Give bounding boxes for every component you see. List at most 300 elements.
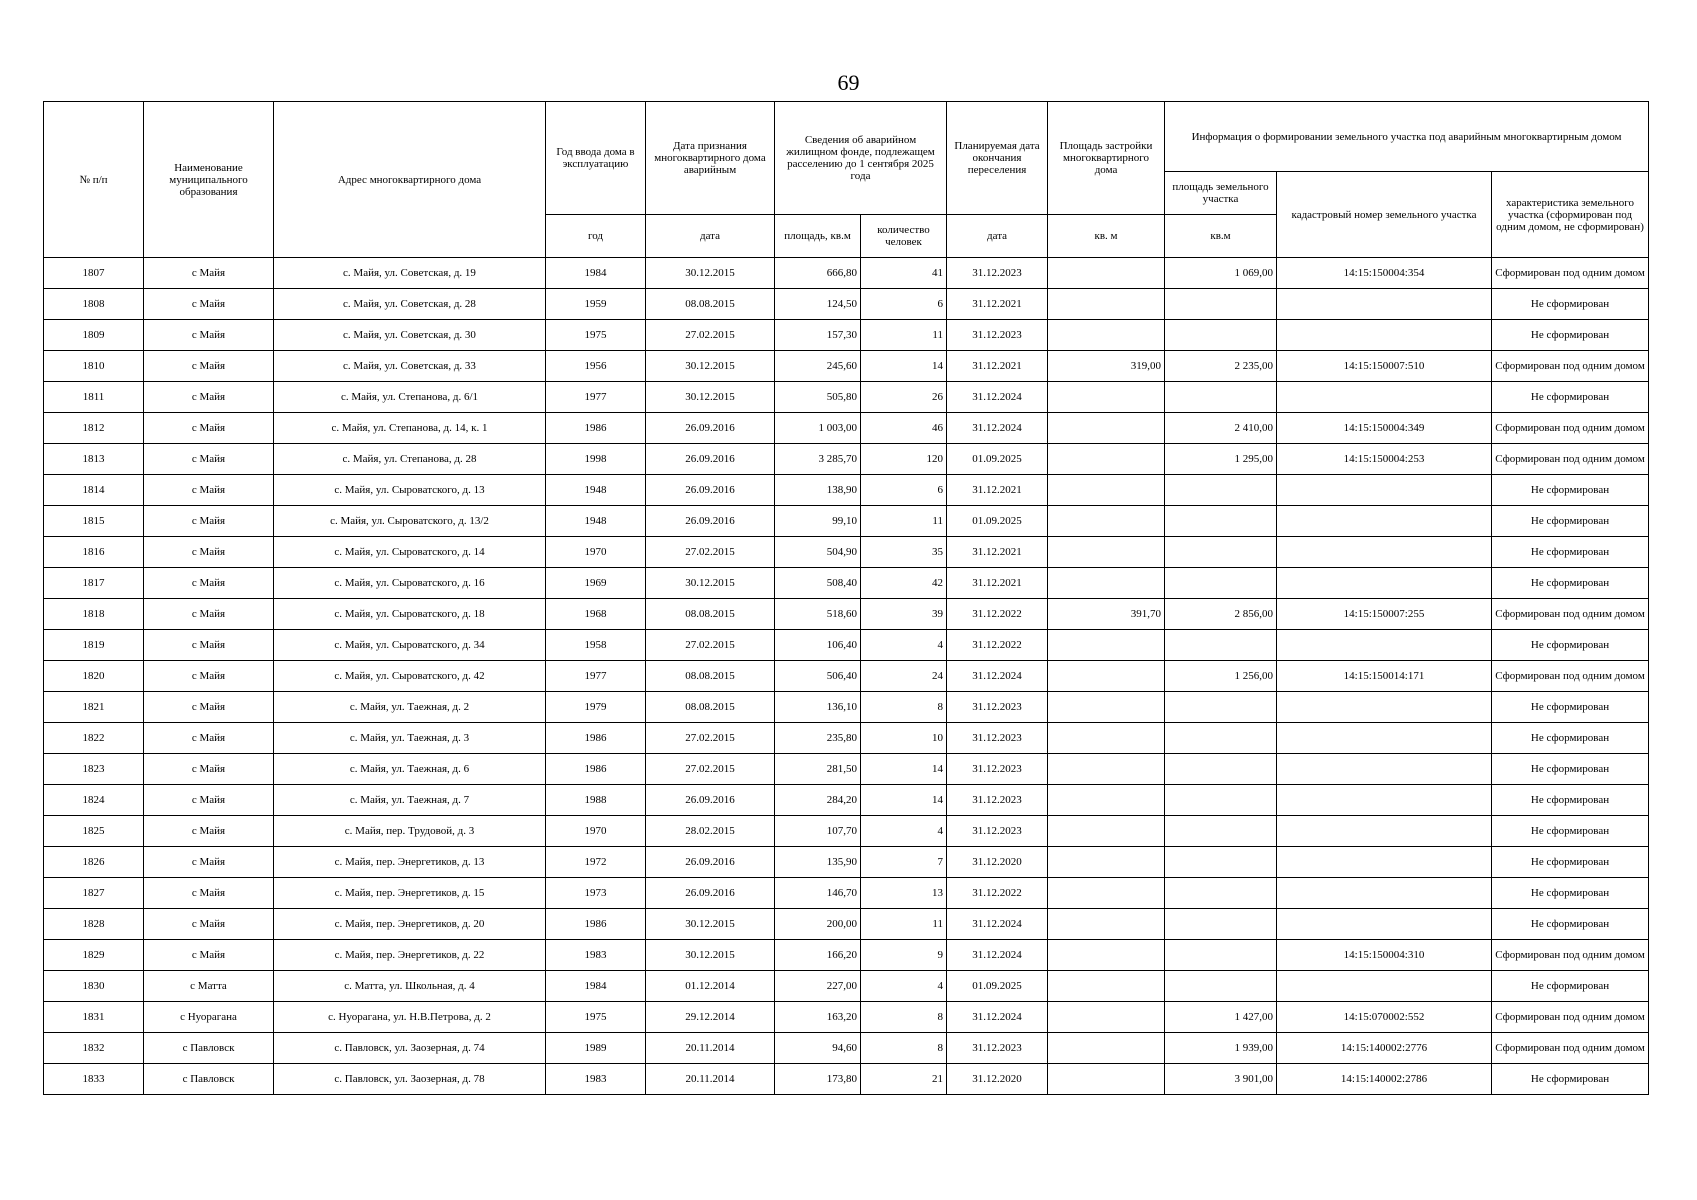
cell-municipality: с Майя [144,630,274,661]
cell-planned-date: 31.12.2023 [947,258,1048,289]
cell-row-number: 1819 [44,630,144,661]
cell-address: с. Майя, ул. Степанова, д. 28 [274,444,546,475]
cell-date-emergency: 26.09.2016 [646,413,775,444]
cell-build-area [1048,289,1165,320]
cell-build-area [1048,413,1165,444]
cell-area: 138,90 [775,475,861,506]
page-number: 69 [837,70,860,95]
cell-row-number: 1809 [44,320,144,351]
cell-date-emergency: 08.08.2015 [646,289,775,320]
table-row [44,475,1649,506]
cell-land-characteristic: Сформирован под одним домом [1492,444,1649,475]
cell-people-count: 9 [861,940,947,971]
cell-land-characteristic: Не сформирован [1492,1064,1649,1095]
cell-planned-date: 01.09.2025 [947,506,1048,537]
cell-land-area [1165,878,1277,909]
cell-municipality: с Майя [144,785,274,816]
cell-land-characteristic: Не сформирован [1492,754,1649,785]
cell-area: 245,60 [775,351,861,382]
cell-date-emergency: 01.12.2014 [646,971,775,1002]
table-body [44,258,1649,1095]
cell-municipality: с Майя [144,723,274,754]
cell-address: с. Майя, ул. Таежная, д. 7 [274,785,546,816]
cell-land-characteristic: Не сформирован [1492,878,1649,909]
cell-row-number: 1817 [44,568,144,599]
cell-land-area: 1 427,00 [1165,1002,1277,1033]
cell-row-number: 1811 [44,382,144,413]
cell-year-built: 1986 [546,413,646,444]
cell-date-emergency: 27.02.2015 [646,723,775,754]
cell-year-built: 1970 [546,816,646,847]
cell-land-area [1165,692,1277,723]
cell-cadastral-number: 14:15:140002:2786 [1277,1064,1492,1095]
cell-year-built: 1975 [546,320,646,351]
unit-date-planned: дата [947,215,1048,258]
cell-date-emergency: 30.12.2015 [646,940,775,971]
cell-land-characteristic: Сформирован под одним домом [1492,258,1649,289]
header-land-area: площадь земельного участка [1165,172,1277,215]
cell-date-emergency: 26.09.2016 [646,444,775,475]
cell-row-number: 1814 [44,475,144,506]
cell-people-count: 41 [861,258,947,289]
header-cadastral: кадастровый номер земельного участка [1277,172,1492,258]
cell-cadastral-number: 14:15:150004:310 [1277,940,1492,971]
cell-cadastral-number [1277,971,1492,1002]
cell-year-built: 1989 [546,1033,646,1064]
cell-row-number: 1829 [44,940,144,971]
cell-cadastral-number [1277,878,1492,909]
cell-address: с. Майя, ул. Сыроватского, д. 42 [274,661,546,692]
cell-area: 666,80 [775,258,861,289]
cell-people-count: 8 [861,692,947,723]
cell-area: 505,80 [775,382,861,413]
cell-address: с. Майя, пер. Энергетиков, д. 20 [274,909,546,940]
cell-planned-date: 31.12.2020 [947,847,1048,878]
cell-address: с. Майя, ул. Таежная, д. 2 [274,692,546,723]
cell-row-number: 1818 [44,599,144,630]
cell-year-built: 1958 [546,630,646,661]
cell-row-number: 1824 [44,785,144,816]
cell-land-area [1165,723,1277,754]
cell-address: с. Майя, ул. Сыроватского, д. 34 [274,630,546,661]
cell-address: с. Майя, ул. Сыроватского, д. 13/2 [274,506,546,537]
cell-land-area [1165,382,1277,413]
table-row [44,909,1649,940]
table-row [44,599,1649,630]
cell-municipality: с Майя [144,940,274,971]
cell-row-number: 1831 [44,1002,144,1033]
cell-cadastral-number: 14:15:150004:253 [1277,444,1492,475]
cell-date-emergency: 26.09.2016 [646,847,775,878]
cell-people-count: 21 [861,1064,947,1095]
cell-planned-date: 31.12.2022 [947,630,1048,661]
cell-row-number: 1815 [44,506,144,537]
header-planned-date: Планируемая дата окончания переселения [947,102,1048,215]
cell-cadastral-number: 14:15:150004:354 [1277,258,1492,289]
cell-land-area: 2 235,00 [1165,351,1277,382]
table-row [44,971,1649,1002]
cell-cadastral-number: 14:15:150004:349 [1277,413,1492,444]
cell-land-characteristic: Сформирован под одним домом [1492,940,1649,971]
cell-land-characteristic: Не сформирован [1492,568,1649,599]
cell-land-characteristic: Не сформирован [1492,971,1649,1002]
cell-row-number: 1810 [44,351,144,382]
cell-row-number: 1833 [44,1064,144,1095]
cell-municipality: с Нуорагана [144,1002,274,1033]
cell-date-emergency: 20.11.2014 [646,1064,775,1095]
cell-people-count: 4 [861,816,947,847]
cell-municipality: с Матта [144,971,274,1002]
cell-planned-date: 31.12.2022 [947,599,1048,630]
cell-date-emergency: 08.08.2015 [646,599,775,630]
cell-date-emergency: 30.12.2015 [646,351,775,382]
cell-year-built: 1948 [546,475,646,506]
cell-land-area [1165,320,1277,351]
table-row [44,258,1649,289]
table-row [44,1064,1649,1095]
unit-year: год [546,215,646,258]
cell-municipality: с Майя [144,506,274,537]
cell-address: с. Майя, пер. Энергетиков, д. 13 [274,847,546,878]
cell-land-characteristic: Не сформирован [1492,537,1649,568]
cell-municipality: с Майя [144,382,274,413]
header-build-area: Площадь застройки многоквартирного дома [1048,102,1165,215]
cell-build-area [1048,320,1165,351]
cell-cadastral-number: 14:15:140002:2776 [1277,1033,1492,1064]
cell-people-count: 39 [861,599,947,630]
cell-planned-date: 01.09.2025 [947,971,1048,1002]
cell-build-area [1048,878,1165,909]
cell-planned-date: 31.12.2021 [947,289,1048,320]
cell-address: с. Майя, ул. Сыроватского, д. 13 [274,475,546,506]
table-row [44,785,1649,816]
cell-land-area [1165,971,1277,1002]
cell-area: 504,90 [775,537,861,568]
cell-build-area [1048,444,1165,475]
cell-row-number: 1827 [44,878,144,909]
cell-year-built: 1975 [546,1002,646,1033]
cell-planned-date: 31.12.2021 [947,351,1048,382]
cell-land-area: 1 069,00 [1165,258,1277,289]
cell-land-area: 1 939,00 [1165,1033,1277,1064]
cell-cadastral-number [1277,816,1492,847]
cell-planned-date: 31.12.2024 [947,940,1048,971]
cell-land-characteristic: Сформирован под одним домом [1492,413,1649,444]
cell-area: 163,20 [775,1002,861,1033]
cell-cadastral-number [1277,909,1492,940]
cell-address: с. Майя, ул. Сыроватского, д. 16 [274,568,546,599]
cell-row-number: 1820 [44,661,144,692]
table-row [44,723,1649,754]
cell-area: 136,10 [775,692,861,723]
cell-land-characteristic: Сформирован под одним домом [1492,599,1649,630]
cell-land-characteristic: Не сформирован [1492,785,1649,816]
cell-build-area [1048,568,1165,599]
cell-date-emergency: 08.08.2015 [646,692,775,723]
cell-date-emergency: 26.09.2016 [646,785,775,816]
header-emergency-info: Сведения об аварийном жилищном фонде, подлежащем расселению до 1 сентября 2025 года [775,102,947,215]
cell-address: с. Майя, ул. Советская, д. 19 [274,258,546,289]
cell-row-number: 1823 [44,754,144,785]
cell-row-number: 1825 [44,816,144,847]
cell-row-number: 1808 [44,289,144,320]
header-num: № п/п [44,102,144,258]
table-row [44,289,1649,320]
cell-area: 235,80 [775,723,861,754]
table-row [44,537,1649,568]
table-row [44,568,1649,599]
cell-address: с. Майя, пер. Трудовой, д. 3 [274,816,546,847]
cell-people-count: 11 [861,909,947,940]
cell-area: 506,40 [775,661,861,692]
cell-address: с. Майя, ул. Советская, д. 30 [274,320,546,351]
cell-year-built: 1986 [546,723,646,754]
cell-date-emergency: 30.12.2015 [646,382,775,413]
cell-planned-date: 31.12.2023 [947,723,1048,754]
cell-land-area: 1 295,00 [1165,444,1277,475]
cell-land-area: 2 856,00 [1165,599,1277,630]
cell-year-built: 1948 [546,506,646,537]
cell-people-count: 8 [861,1033,947,1064]
cell-land-area [1165,909,1277,940]
cell-area: 99,10 [775,506,861,537]
table-row [44,413,1649,444]
cell-date-emergency: 27.02.2015 [646,630,775,661]
cell-area: 94,60 [775,1033,861,1064]
cell-build-area [1048,754,1165,785]
cell-date-emergency: 27.02.2015 [646,537,775,568]
cell-build-area [1048,1033,1165,1064]
cell-land-characteristic: Не сформирован [1492,320,1649,351]
cell-people-count: 13 [861,878,947,909]
cell-year-built: 1984 [546,971,646,1002]
cell-date-emergency: 26.09.2016 [646,506,775,537]
cell-municipality: с Майя [144,444,274,475]
cell-cadastral-number [1277,320,1492,351]
cell-year-built: 1986 [546,754,646,785]
cell-year-built: 1977 [546,661,646,692]
cell-area: 284,20 [775,785,861,816]
cell-land-characteristic: Сформирован под одним домом [1492,1033,1649,1064]
unit-sqm-build: кв. м [1048,215,1165,258]
cell-row-number: 1812 [44,413,144,444]
cell-land-area [1165,816,1277,847]
cell-year-built: 1984 [546,258,646,289]
table-row [44,754,1649,785]
cell-year-built: 1969 [546,568,646,599]
cell-land-characteristic: Не сформирован [1492,816,1649,847]
cell-date-emergency: 26.09.2016 [646,475,775,506]
table-row [44,1033,1649,1064]
cell-cadastral-number [1277,475,1492,506]
cell-land-characteristic: Не сформирован [1492,692,1649,723]
cell-municipality: с Майя [144,537,274,568]
table-row [44,444,1649,475]
cell-municipality: с Майя [144,258,274,289]
cell-area: 146,70 [775,878,861,909]
cell-build-area [1048,723,1165,754]
cell-build-area [1048,909,1165,940]
cell-planned-date: 31.12.2024 [947,1002,1048,1033]
cell-build-area [1048,382,1165,413]
cell-row-number: 1813 [44,444,144,475]
cell-land-area: 1 256,00 [1165,661,1277,692]
cell-planned-date: 31.12.2021 [947,537,1048,568]
cell-planned-date: 31.12.2022 [947,878,1048,909]
cell-cadastral-number [1277,630,1492,661]
table-row [44,878,1649,909]
cell-planned-date: 31.12.2024 [947,382,1048,413]
cell-land-characteristic: Не сформирован [1492,289,1649,320]
table-row [44,506,1649,537]
table-row [44,1002,1649,1033]
table-row [44,661,1649,692]
cell-planned-date: 31.12.2023 [947,754,1048,785]
cell-area: 281,50 [775,754,861,785]
cell-cadastral-number [1277,847,1492,878]
cell-land-characteristic: Не сформирован [1492,475,1649,506]
cell-land-characteristic: Сформирован под одним домом [1492,1002,1649,1033]
cell-year-built: 1979 [546,692,646,723]
cell-planned-date: 31.12.2023 [947,816,1048,847]
cell-build-area [1048,847,1165,878]
cell-municipality: с Майя [144,878,274,909]
cell-municipality: с Майя [144,475,274,506]
cell-planned-date: 31.12.2024 [947,909,1048,940]
cell-date-emergency: 29.12.2014 [646,1002,775,1033]
cell-municipality: с Павловск [144,1033,274,1064]
cell-municipality: с Майя [144,599,274,630]
table-row [44,692,1649,723]
cell-municipality: с Майя [144,847,274,878]
cell-land-characteristic: Не сформирован [1492,847,1649,878]
cell-year-built: 1970 [546,537,646,568]
cell-people-count: 6 [861,289,947,320]
cell-municipality: с Майя [144,909,274,940]
header-year-built: Год ввода дома в эксплуатацию [546,102,646,215]
cell-year-built: 1983 [546,1064,646,1095]
cell-date-emergency: 27.02.2015 [646,320,775,351]
cell-date-emergency: 30.12.2015 [646,258,775,289]
cell-municipality: с Майя [144,351,274,382]
cell-year-built: 1986 [546,909,646,940]
cell-people-count: 14 [861,785,947,816]
cell-cadastral-number [1277,723,1492,754]
cell-year-built: 1968 [546,599,646,630]
cell-land-characteristic: Сформирован под одним домом [1492,661,1649,692]
cell-row-number: 1832 [44,1033,144,1064]
cell-planned-date: 31.12.2024 [947,661,1048,692]
cell-year-built: 1977 [546,382,646,413]
cell-build-area [1048,692,1165,723]
cell-people-count: 6 [861,475,947,506]
cell-area: 1 003,00 [775,413,861,444]
table-row [44,382,1649,413]
cell-municipality: с Майя [144,816,274,847]
cell-build-area [1048,630,1165,661]
cell-land-characteristic: Сформирован под одним домом [1492,351,1649,382]
cell-address: с. Майя, пер. Энергетиков, д. 22 [274,940,546,971]
cell-build-area [1048,1064,1165,1095]
cell-address: с. Майя, пер. Энергетиков, д. 15 [274,878,546,909]
cell-address: с. Майя, ул. Таежная, д. 6 [274,754,546,785]
cell-cadastral-number [1277,692,1492,723]
cell-build-area [1048,661,1165,692]
cell-area: 157,30 [775,320,861,351]
cell-people-count: 8 [861,1002,947,1033]
cell-planned-date: 01.09.2025 [947,444,1048,475]
cell-year-built: 1959 [546,289,646,320]
cell-planned-date: 31.12.2021 [947,475,1048,506]
cell-row-number: 1828 [44,909,144,940]
cell-municipality: с Майя [144,568,274,599]
cell-row-number: 1830 [44,971,144,1002]
cell-people-count: 11 [861,506,947,537]
header-date-emergency: Дата признания многоквартирного дома аварийным [646,102,775,215]
cell-address: с. Майя, ул. Таежная, д. 3 [274,723,546,754]
cell-area: 508,40 [775,568,861,599]
cell-year-built: 1983 [546,940,646,971]
cell-date-emergency: 27.02.2015 [646,754,775,785]
cell-land-area [1165,754,1277,785]
cell-land-characteristic: Не сформирован [1492,909,1649,940]
cell-planned-date: 31.12.2023 [947,785,1048,816]
cell-cadastral-number [1277,537,1492,568]
cell-planned-date: 31.12.2021 [947,568,1048,599]
cell-area: 173,80 [775,1064,861,1095]
cell-people-count: 35 [861,537,947,568]
cell-build-area [1048,971,1165,1002]
header-land-char: характеристика земельного участка (сформирован под одним домом, не сформирован) [1492,172,1649,258]
cell-people-count: 42 [861,568,947,599]
cell-land-area [1165,289,1277,320]
cell-municipality: с Майя [144,661,274,692]
cell-municipality: с Майя [144,289,274,320]
cell-address: с. Майя, ул. Советская, д. 28 [274,289,546,320]
cell-build-area [1048,537,1165,568]
cell-cadastral-number: 14:15:070002:552 [1277,1002,1492,1033]
cell-land-characteristic: Не сформирован [1492,630,1649,661]
cell-people-count: 11 [861,320,947,351]
cell-build-area [1048,816,1165,847]
table-row [44,320,1649,351]
cell-land-area: 2 410,00 [1165,413,1277,444]
table-row [44,940,1649,971]
cell-year-built: 1973 [546,878,646,909]
cell-cadastral-number [1277,506,1492,537]
cell-land-area [1165,537,1277,568]
cell-area: 135,90 [775,847,861,878]
cell-date-emergency: 26.09.2016 [646,878,775,909]
cell-people-count: 46 [861,413,947,444]
cell-municipality: с Павловск [144,1064,274,1095]
cell-people-count: 120 [861,444,947,475]
cell-planned-date: 31.12.2020 [947,1064,1048,1095]
cell-land-area: 3 901,00 [1165,1064,1277,1095]
cell-land-area [1165,568,1277,599]
table-row [44,630,1649,661]
cell-land-area [1165,475,1277,506]
cell-land-area [1165,630,1277,661]
cell-date-emergency: 28.02.2015 [646,816,775,847]
cell-area: 3 285,70 [775,444,861,475]
cell-people-count: 7 [861,847,947,878]
cell-address: с. Павловск, ул. Заозерная, д. 74 [274,1033,546,1064]
cell-build-area [1048,258,1165,289]
cell-cadastral-number [1277,382,1492,413]
cell-year-built: 1988 [546,785,646,816]
cell-land-area [1165,847,1277,878]
